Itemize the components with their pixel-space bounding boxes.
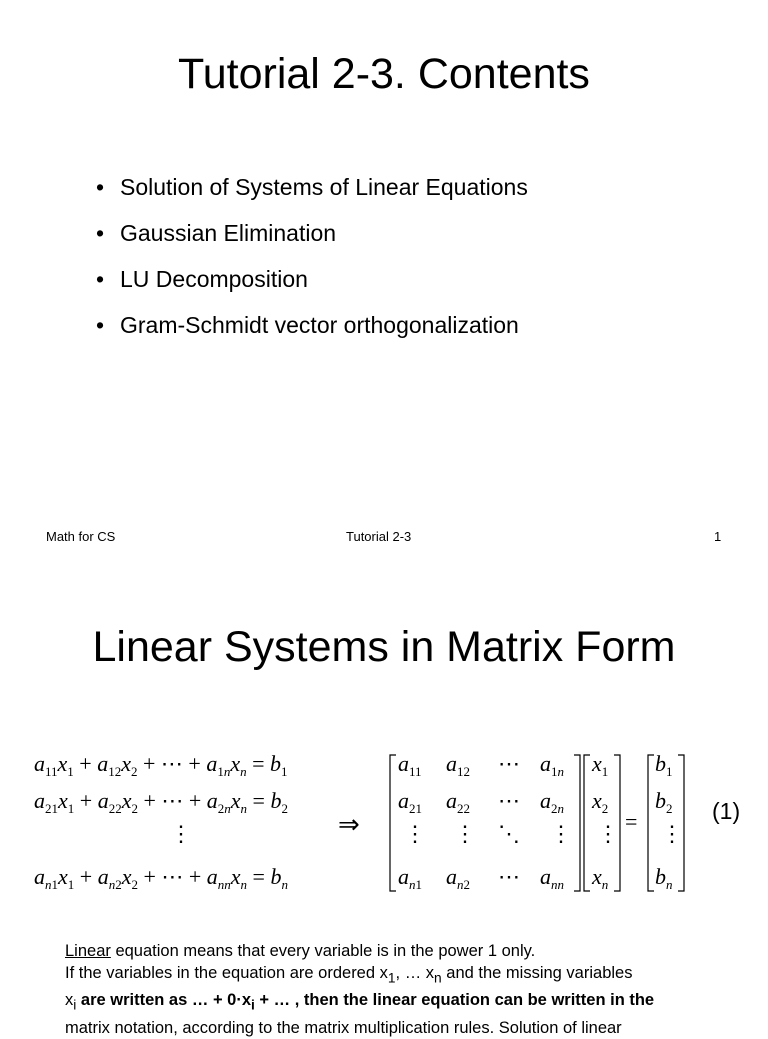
text-run: are written as … + 0·x [76, 991, 252, 1010]
svg-text:bn: $b_n$ [655, 864, 673, 892]
svg-text:a2n: $a_2n$ [540, 788, 564, 816]
svg-text:x1: $x_1$ [592, 751, 609, 779]
svg-text:⋯: ⋯ [498, 864, 520, 889]
svg-text:⋯: ⋯ [498, 788, 520, 813]
bullet-icon: • [96, 312, 105, 338]
svg-text:a12: $a_{12}$ [446, 751, 470, 779]
slide-linear-systems [0, 576, 768, 1037]
svg-text:an1x1 + an2x2 + ⋯ + annxn = bn: $a_n1x_1 + a_n2x_2$ + ⋯ + $a_{nn}x_n = b_n$ [34, 864, 288, 892]
text-run: + … , then the linear equation can be written in the [254, 991, 655, 1010]
svg-text:a21: $a_{21}$ [398, 788, 422, 816]
list-item-text: Gram-Schmidt vector orthogonalization [120, 312, 519, 338]
equation-number: (1) [712, 798, 741, 824]
footer-page-number: 1 [714, 529, 722, 544]
subscript: n [434, 970, 442, 986]
footer-course: Math for CS [46, 529, 116, 544]
equation-system [34, 751, 288, 892]
svg-text:a21x1 + a22x2 + ⋯ + a2nxn = b2: $a_{21}x_1 + a_{22}x_2$ + ⋯ + $a_2nx_n = b_2$ [34, 788, 288, 816]
list-item [96, 310, 528, 356]
bullet-icon: • [96, 174, 105, 200]
text-run: and the missing variables [441, 964, 633, 982]
list-item-text: LU Decomposition [120, 266, 308, 292]
svg-text:⋮: ⋮ [597, 821, 619, 846]
implies-arrow-icon: ⇒ [338, 810, 360, 839]
svg-text:xn: $x_n$ [592, 864, 609, 892]
text-run: matrix notation, according to the matrix multiplication rules. Solution of linear [65, 1018, 622, 1037]
svg-text:b2: $b_2$ [655, 788, 673, 816]
term-linear: Linear [65, 942, 111, 960]
slide-title: Tutorial 2-3. Contents [178, 50, 590, 98]
subscript: 1 [387, 970, 396, 986]
list-item [96, 218, 528, 264]
text-run: If the variables in the equation are ordered x [65, 964, 388, 982]
svg-text:⋯: ⋯ [498, 751, 520, 776]
bullet-icon: • [96, 266, 105, 292]
equals-sign: = [625, 809, 638, 834]
svg-text:⋮: ⋮ [404, 821, 426, 846]
svg-text:a11: $a_{11}$ [398, 751, 422, 779]
svg-text:x2: $x_2$ [592, 788, 609, 816]
text-run: , … x [395, 964, 435, 982]
list-item-text: Gaussian Elimination [120, 220, 337, 246]
svg-text:⋮: ⋮ [550, 821, 572, 846]
svg-text:⋮: ⋮ [170, 821, 192, 846]
linear-system-equations [0, 741, 768, 901]
svg-text:an1: $a_n1$ [398, 864, 422, 892]
bullet-icon: • [96, 220, 105, 246]
svg-text:a1n: $a_1n$ [540, 751, 564, 779]
svg-text:b1: $b_1$ [655, 751, 673, 779]
contents-list [96, 172, 528, 356]
list-item [96, 172, 528, 218]
text-run: equation means that every variable is in the power 1 only. [110, 942, 536, 960]
subscript: i [251, 997, 255, 1013]
subscript: i [73, 997, 77, 1013]
svg-text:an2: $a_n2$ [446, 864, 470, 892]
footer-tutorial: Tutorial 2-3 [346, 529, 412, 544]
slide-title: Linear Systems in Matrix Form [92, 623, 676, 671]
list-item-text: Solution of Systems of Linear Equations [120, 174, 528, 200]
svg-text:⋱: ⋱ [498, 821, 520, 846]
svg-text:⋮: ⋮ [454, 821, 476, 846]
text-run: x [65, 991, 74, 1010]
svg-text:ann: $a_{nn}$ [540, 864, 564, 892]
svg-text:a11x1 + a12x2 + ⋯ + a1nxn = b1: $a_{11}x_1 + a_{12}x_2$ + ⋯ + $a_1nx_n = b_1$ [34, 751, 288, 779]
svg-text:a22: $a_{22}$ [446, 788, 470, 816]
svg-text:⋮: ⋮ [661, 821, 683, 846]
list-item [96, 264, 528, 310]
